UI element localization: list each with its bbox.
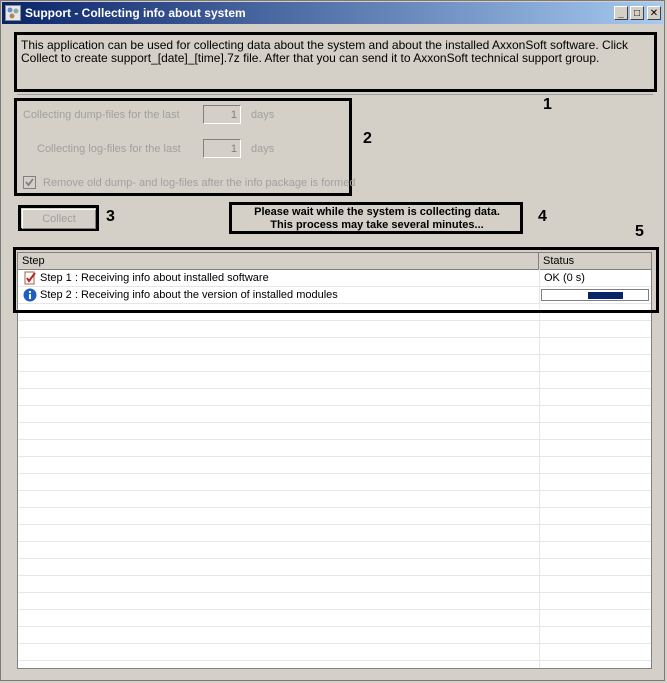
remove-old-files-label: Remove old dump- and log-files after the info package is formed bbox=[43, 177, 356, 189]
annotation-number-2: 2 bbox=[363, 130, 372, 147]
dump-days-unit: days bbox=[251, 109, 275, 121]
table-row bbox=[18, 440, 651, 457]
log-days-unit: days bbox=[251, 143, 275, 155]
annotation-number-1: 1 bbox=[543, 96, 552, 113]
table-row bbox=[18, 406, 651, 423]
table-row bbox=[18, 423, 651, 440]
table-row bbox=[18, 338, 651, 355]
description-text: This application can be used for collecting data about the system and about the installed AxxonSoft software. Click Collect to create support_[date]_[time].7z file. After that you can send it to AxxonSoft technical support group. bbox=[21, 38, 629, 65]
annotation-box-5 bbox=[13, 247, 659, 313]
title-bar[interactable] bbox=[2, 2, 663, 24]
table-row bbox=[18, 321, 651, 338]
table-row bbox=[18, 627, 651, 644]
close-button[interactable]: ✕ bbox=[647, 6, 661, 20]
column-header-step[interactable]: Step bbox=[18, 253, 539, 269]
separator bbox=[17, 94, 653, 95]
status-cell: OK (0 s) bbox=[544, 272, 585, 284]
table-row bbox=[18, 508, 651, 525]
table-row bbox=[18, 576, 651, 593]
maximize-button[interactable]: □ bbox=[630, 6, 644, 20]
steps-table[interactable] bbox=[17, 252, 652, 669]
table-row bbox=[18, 542, 651, 559]
checkmark-icon bbox=[24, 177, 35, 188]
wait-message bbox=[232, 206, 522, 232]
table-row bbox=[18, 457, 651, 474]
table-row bbox=[18, 491, 651, 508]
table-row bbox=[18, 355, 651, 372]
column-header-status[interactable]: Status bbox=[543, 255, 575, 267]
annotation-number-5: 5 bbox=[635, 223, 644, 240]
annotation-box-1 bbox=[14, 32, 657, 92]
table-row bbox=[18, 474, 651, 491]
log-files-label: Collecting log-files for the last bbox=[37, 143, 181, 155]
step-cell: Step 2 : Receiving info about the version of installed modules bbox=[40, 289, 338, 301]
remove-old-files-checkbox[interactable] bbox=[23, 176, 36, 189]
table-row bbox=[18, 389, 651, 406]
step-cell: Step 1 : Receiving info about installed software bbox=[40, 272, 269, 284]
table-row bbox=[18, 559, 651, 576]
collect-button[interactable]: Collect bbox=[22, 209, 96, 229]
log-days-input[interactable]: 1 bbox=[203, 139, 241, 158]
window-title: Support - Collecting info about system bbox=[25, 6, 246, 20]
dump-files-label: Collecting dump-files for the last bbox=[23, 109, 180, 121]
dump-days-input[interactable]: 1 bbox=[203, 105, 241, 124]
wait-message-line2: This process may take several minutes... bbox=[270, 219, 484, 231]
table-row bbox=[18, 610, 651, 627]
wait-message-line1: Please wait while the system is collecting data. bbox=[254, 206, 500, 218]
table-row bbox=[18, 525, 651, 542]
table-row bbox=[18, 644, 651, 661]
annotation-number-3: 3 bbox=[106, 208, 115, 225]
app-icon bbox=[5, 5, 21, 21]
minimize-button[interactable]: _ bbox=[614, 6, 628, 20]
table-row bbox=[18, 593, 651, 610]
table-row bbox=[18, 372, 651, 389]
annotation-number-4: 4 bbox=[538, 208, 547, 225]
